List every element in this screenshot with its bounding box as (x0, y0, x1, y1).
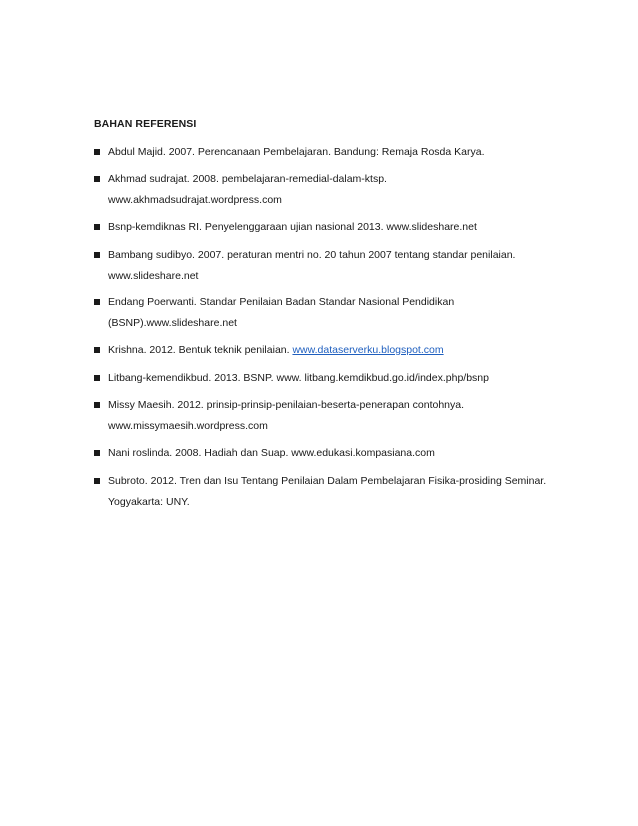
reference-text-continued: www.akhmadsudrajat.wordpress.com (108, 194, 282, 206)
reference-text: Subroto. 2012. Tren dan Isu Tentang Penilaian Dalam Pembelajaran Fisika-prosiding Seminar. (108, 475, 547, 487)
reference-text: Endang Poerwanti. Standar Penilaian Badan Standar Nasional Pendidikan (108, 296, 455, 308)
reference-text: Bsnp-kemdiknas RI. Penyelenggaraan ujian nasional 2013. www.slideshare.net (108, 221, 477, 233)
square-bullet-icon (94, 478, 100, 484)
square-bullet-icon (94, 299, 100, 305)
reference-text-continued: www.missymaesih.wordpress.com (108, 420, 268, 432)
square-bullet-icon (94, 402, 100, 408)
references-heading: BAHAN REFERENSI (94, 118, 197, 130)
square-bullet-icon (94, 347, 100, 353)
reference-text: Abdul Majid. 2007. Perencanaan Pembelajaran. Bandung: Remaja Rosda Karya. (108, 146, 485, 158)
square-bullet-icon (94, 450, 100, 456)
square-bullet-icon (94, 375, 100, 381)
square-bullet-icon (94, 176, 100, 182)
reference-text: Nani roslinda. 2008. Hadiah dan Suap. www.edukasi.kompasiana.com (108, 447, 435, 459)
reference-text-continued: Yogyakarta: UNY. (108, 496, 190, 508)
reference-text (108, 343, 444, 357)
reference-text-continued: (BSNP).www.slideshare.net (108, 317, 237, 329)
reference-text: Bambang sudibyo. 2007. peraturan mentri no. 20 tahun 2007 tentang standar penilaian. (108, 249, 516, 261)
reference-text-continued: www.slideshare.net (108, 270, 199, 282)
blogspot-link[interactable]: www.dataserverku.blogspot.com (292, 344, 444, 356)
reference-text-prefix: Krishna. 2012. Bentuk teknik penilaian. (108, 344, 293, 356)
reference-text: Missy Maesih. 2012. prinsip-prinsip-penilaian-beserta-penerapan contohnya. (108, 399, 465, 411)
square-bullet-icon (94, 149, 100, 155)
reference-text: Akhmad sudrajat. 2008. pembelajaran-remedial-dalam-ktsp. (108, 173, 387, 185)
square-bullet-icon (94, 252, 100, 258)
square-bullet-icon (94, 224, 100, 230)
reference-text: Litbang-kemendikbud. 2013. BSNP. www. litbang.kemdikbud.go.id/index.php/bsnp (108, 372, 489, 384)
